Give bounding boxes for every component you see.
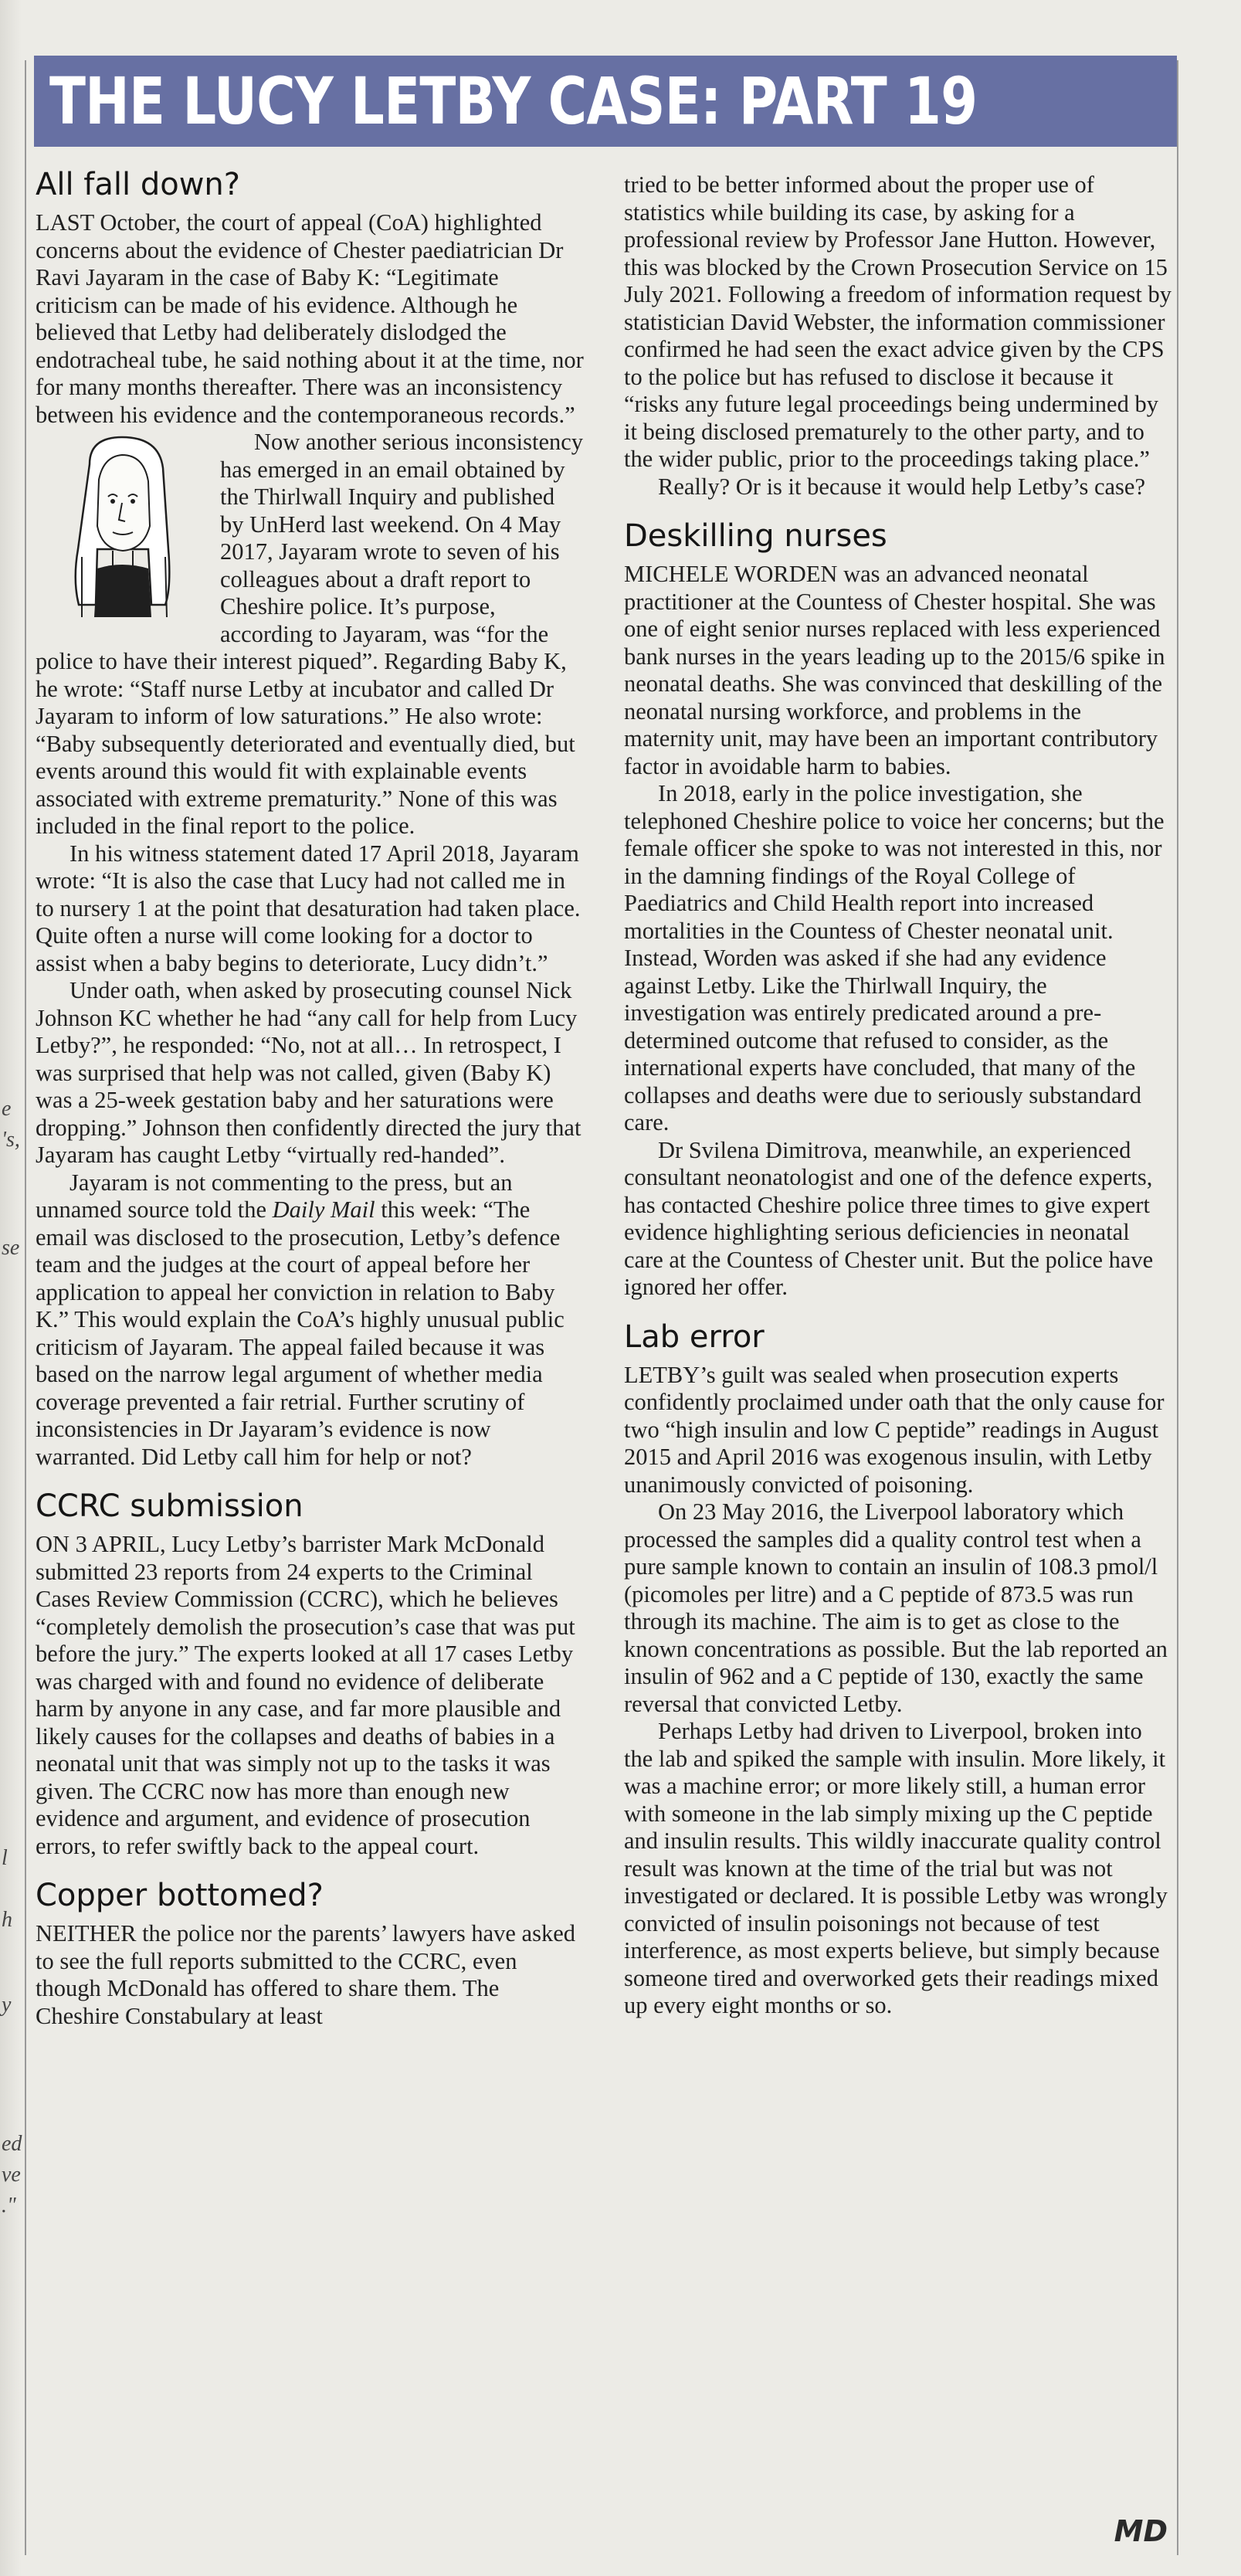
section-heading: CCRC submission — [36, 1488, 303, 1524]
section-heading: All fall down? — [36, 167, 240, 202]
paragraph: tried to be better informed about the proper use of statistics while building its case, by asking for a professional review by Professor Jane Hutton. However, this was blocked by the Crown Prosecution Service on 15 July 2021. Following a freedom of information request by statistician David Webster, the information commissioner confirmed he had seen the exact advice given by the CPS to the police but has refused to disclose it because it “risks any future legal proceedings being undermined by it being disclosed prematurely to the other party, and to the wider public, prior to the proceedings taking place.” — [624, 171, 1172, 472]
author-signature: MD — [1114, 2514, 1168, 2548]
section-heading: Lab error — [624, 1319, 765, 1355]
paragraph: Under oath, when asked by prosecuting counsel Nick Johnson KC whether he had “any call for help from Lucy Letby?”, he responded: “No, not at all… In retrospect, I was surprised that help was not called, given (Baby K) was a 25-week gestation baby and her saturations were dropping.” Johnson then confidently directed the jury that Jayaram has caught Letby “virtually red-handed”. — [36, 977, 582, 1168]
margin-fragment: ed — [2, 2132, 22, 2156]
section-ccrc-submission — [36, 1488, 584, 1860]
section-all-fall-down — [36, 166, 584, 1471]
paragraph: In his witness statement dated 17 April 2018, Jayaram wrote: “It is also the case that Lucy had not called me in to nursery 1 at the point that desaturation had taken place. Quite often a nurse will come looking for a doctor to assist when a baby begins to deteriorate, Lucy didn’t.” — [36, 840, 581, 976]
right-column — [624, 171, 1174, 2020]
margin-fragment: se — [2, 1236, 20, 1260]
margin-fragment: e — [2, 1097, 12, 1121]
paragraph: LETBY’s guilt was sealed when prosecution experts confidently proclaimed under oath that the only cause for two “high insulin and low C peptide” readings in August 2015 and April 2016 was exogenous insulin, with Letby unanimously convicted of poisoning. — [624, 1361, 1165, 1498]
paragraph: Dr Svilena Dimitrova, meanwhile, an experienced consultant neonatologist and one of the defence experts, has contacted Cheshire police three times to give expert evidence highlighting serious deficiencies in neonatal care at the Countess of Chester unit. But the police have ignored her offer. — [624, 1136, 1154, 1300]
paragraph: Perhaps Letby had driven to Liverpool, broken into the lab and spiked the sample with insulin. More likely, it was a machine error; or more likely still, a human error with someone in the lab simply mixing up the C peptide and insulin results. This wildly inaccurate quality control result was known at the time of the trial but was not investigated or declared. It is possible Letby was wrongly convicted of insulin poisonings not because of test interference, as most experts believe, but simply because someone tired and overworked gets their readings mixed up every eight months or so. — [624, 1718, 1168, 2018]
paragraph: ON 3 APRIL, Lucy Letby’s barrister Mark McDonald submitted 23 reports from 24 experts to the Criminal Cases Review Commission (CCRC), which he believes “completely demolish the prosecution’s case that was put before the jury.” The experts looked at all 17 cases Letby was charged with and found no evidence of deliberate harm by anyone in any case, and far more plausible and likely causes for the collapses and deaths of babies in a neonatal unit that was simply not up to the tasks it was given. The CCRC now has more than enough new evidence and argument, and evidence of prosecution errors, to refer swiftly back to the appeal court. — [36, 1531, 575, 1859]
section-deskilling-nurses — [624, 518, 1174, 1302]
publication-name: Daily Mail — [272, 1196, 375, 1223]
left-column — [36, 166, 584, 2029]
paragraph: MICHELE WORDEN was an advanced neonatal practitioner at the Countess of Chester hospital. She was one of eight senior nurses replaced with less experienced bank nurses in the years leading up to the 2015/6 spike in neonatal deaths. She was convinced that deskilling of the neonatal nursing workforce, and problems in the maternity unit, may have been an important contributory factor in avoidable harm to babies. — [624, 561, 1165, 779]
headline-banner — [34, 56, 1177, 147]
section-heading: Copper bottomed? — [36, 1878, 324, 1913]
paragraph: In 2018, early in the police investigation, she telephoned Cheshire police to voice her concerns; but the female officer she spoke to was not interested in this, nor in the damning findings of the Royal College of Paediatrics and Child Health report into increased mortalities in the Countess of Chester neonatal unit. Instead, Worden was asked if she had any evidence against Letby. Like the Thirlwall Inquiry, the investigation was entirely predicated around a pre-determined outcome that refused to consider, as the international experts have concluded, that many of the collapses and deaths were due to seriously substandard care. — [624, 780, 1165, 1135]
margin-fragment: l — [2, 1846, 8, 1870]
paragraph-text: Jayaram is not commenting to the press, but an unnamed source told the — [36, 1169, 513, 1223]
paragraph-text: Now another serious inconsistency has emerged in an email obtained by the Thirlwall Inquiry and published by UnHerd last weekend. On 4 May 2017, Jayaram wrote to seven of his colleagues about a draft report to Cheshire police. It’s purpose, according to Jayaram, was “for the police to have their interest piqued”. Regarding Baby K, he wrote: “Staff nurse Letby at incubator and called Dr Jayaram to inform of low saturations.” He also wrote: “Baby subsequently deteriorated and eventually died, but events around this would fit with explainable events associated with extreme prematurity.” None of this was included in the final report to the police. — [36, 429, 584, 839]
margin-fragment: ." — [2, 2194, 16, 2218]
page-title: THE LUCY LETBY CASE: PART 19 — [49, 63, 978, 139]
section-heading: Deskilling nurses — [624, 518, 887, 554]
portrait-drawing — [36, 433, 209, 619]
paragraph: NEITHER the police nor the parents’ lawyers have asked to see the full reports submitted to the CCRC, even though McDonald has offered to share them. The Cheshire Constabulary at least — [36, 1920, 575, 2029]
caricature-portrait-illustration — [36, 433, 209, 619]
margin-fragment: 's, — [2, 1128, 20, 1152]
paragraph-text: this week: “The email was disclosed to the prosecution, Letby’s defence team and the judges at the court of appeal before her application to appeal her conviction in relation to Baby K.” This would explain the CoA’s highly unusual public criticism of Jayaram. The appeal failed because it was based on the narrow legal argument of whether media coverage prevented a fair retrial. Further scrutiny of inconsistencies in Dr Jayaram’s evidence is now warranted. Did Letby call him for help or not? — [36, 1196, 565, 1470]
paragraph: LAST October, the court of appeal (CoA) highlighted concerns about the evidence of Chester paediatrician Dr Ravi Jayaram in the case of Baby K: “Legitimate criticism can be made of his evidence. Although he believed that Letby had deliberately dislodged the endotracheal tube, he said nothing about it at the time, nor for many months thereafter. There was an inconsistency between his evidence and the contemporaneous records.” — [36, 209, 584, 428]
paragraph — [36, 429, 584, 840]
margin-fragment: ve — [2, 2163, 21, 2187]
margin-fragment: h — [2, 1908, 12, 1932]
section-copper-bottomed — [36, 1877, 584, 2029]
paragraph: Really? Or is it because it would help Letby’s case? — [658, 473, 1145, 500]
section-lab-error — [624, 1319, 1174, 2020]
margin-fragment: y — [2, 1993, 12, 2017]
paragraph — [36, 1169, 584, 1471]
section-copper-bottomed-continued — [624, 171, 1174, 501]
paragraph: On 23 May 2016, the Liverpool laboratory which processed the samples did a quality control test when a pure sample known to contain an insulin of 108.3 pmol/l (picomoles per litre) and a C peptide of 873.5 was run through its machine. The aim is to get as close to the known concentrations as possible. But the lab reported an insulin of 962 and a C peptide of 130, exactly the same reversal that convicted Letby. — [624, 1498, 1168, 1717]
adjacent-page-bleed — [0, 0, 22, 2576]
